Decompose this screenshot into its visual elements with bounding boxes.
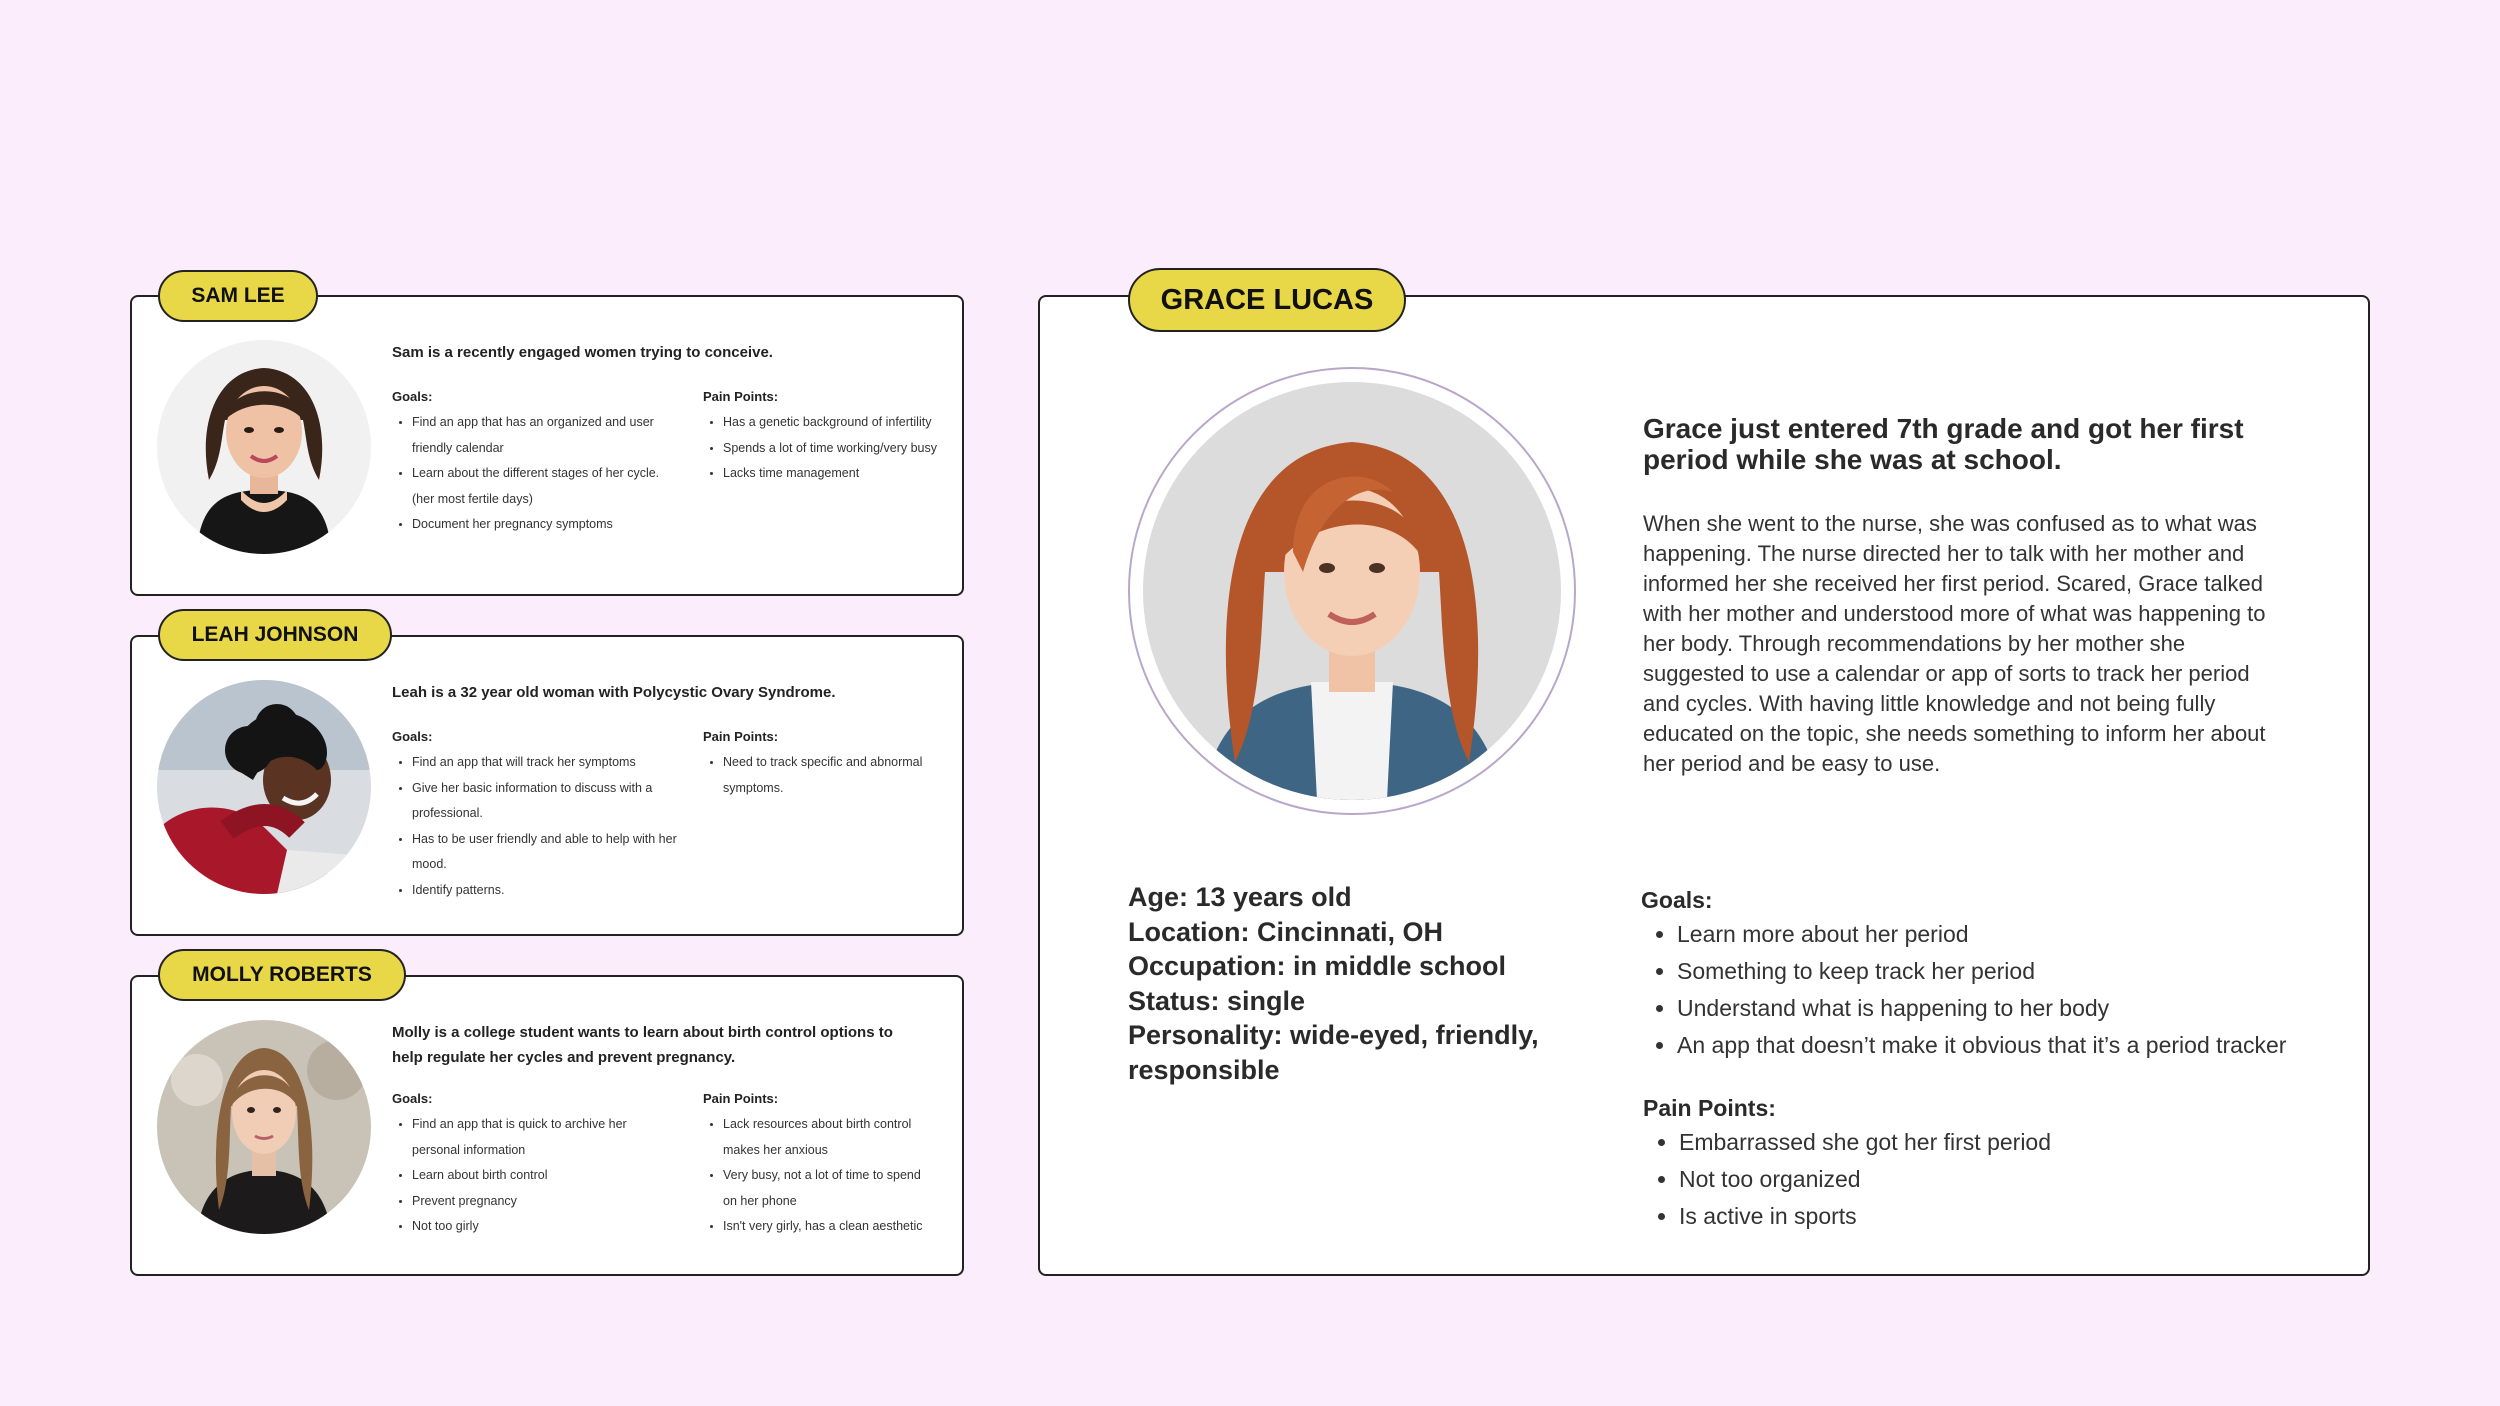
goal-item: • Give her basic information to discuss with a professional. — [412, 776, 682, 827]
goal-item: • Something to keep track her period — [1677, 953, 2377, 990]
persona-pain-points — [703, 729, 953, 801]
goal-item: • Find an app that has an organized and user friendly calendar — [412, 410, 682, 461]
pain-point-item: • Embarrassed she got her first period — [1679, 1124, 2379, 1161]
goal-item: • Has to be user friendly and able to help with her mood. — [412, 827, 682, 878]
main-goals-heading: Goals: — [1641, 887, 1713, 913]
persona-photo-sam — [157, 340, 371, 554]
pain-points-heading: Pain Points: — [703, 1091, 779, 1106]
pain-point-item: • Is active in sports — [1679, 1198, 2379, 1235]
fact-personality: Personality: wide-eyed, friendly, responsible — [1128, 1020, 1539, 1085]
persona-intro: Sam is a recently engaged women trying to conceive. — [392, 344, 773, 361]
pain-point-item: • Isn't very girly, has a clean aesthetic — [723, 1214, 933, 1240]
persona-intro: Leah is a 32 year old woman with Polycystic Ovary Syndrome. — [392, 684, 836, 701]
pain-points-heading: Pain Points: — [703, 389, 779, 404]
goal-item: • Understand what is happening to her body — [1677, 990, 2377, 1027]
goal-item: • Document her pregnancy symptoms — [412, 512, 682, 538]
pain-point-item: • Lack resources about birth control makes her anxious — [723, 1112, 933, 1163]
main-goals-list — [1643, 916, 2377, 1064]
pain-point-item: • Spends a lot of time working/very busy — [723, 436, 953, 462]
main-persona-photo — [1143, 382, 1561, 800]
pain-point-item: • Very busy, not a lot of time to spend on her phone — [723, 1163, 933, 1214]
goal-item: • Identify patterns. — [412, 878, 682, 904]
goal-item: • Not too girly — [412, 1214, 662, 1240]
goal-item: • Learn about the different stages of her cycle. (her most fertile days) — [412, 461, 682, 512]
goal-item: • An app that doesn’t make it obvious that it’s a period tracker — [1677, 1027, 2377, 1064]
persona-photo-leah — [157, 680, 371, 894]
main-story: When she went to the nurse, she was confused as to what was happening. The nurse directed her to talk with her mother and informed her she received her first period. Scared, Grace talked with her mother and understood more of what was happening to her body. Through recommendations by her mother she suggested to use a calendar or app of sorts to track her period and cycles. With having little knowledge and not being fully educated on the topic, she needs something to inform her about her period and be easy to use. — [1643, 511, 2266, 776]
main-facts — [1128, 880, 1568, 1087]
pain-points-heading: Pain Points: — [703, 729, 779, 744]
goal-item: • Find an app that is quick to archive her personal information — [412, 1112, 662, 1163]
persona-name-tag: SAM LEE — [158, 270, 318, 322]
goal-item: • Find an app that will track her symptoms — [412, 750, 682, 776]
persona-goals — [392, 389, 682, 538]
goals-heading: Goals: — [392, 729, 433, 744]
main-headline: Grace just entered 7th grade and got her first period while she was at school. — [1643, 413, 2244, 475]
persona-pain-points — [703, 1091, 933, 1240]
pain-point-item: • Has a genetic background of infertility — [723, 410, 953, 436]
pain-point-item: • Not too organized — [1679, 1161, 2379, 1198]
pain-point-item: • Lacks time management — [723, 461, 953, 487]
persona-intro: Molly is a college student wants to learn about birth control options to help regulate her cycles and prevent pregnancy. — [392, 1024, 893, 1066]
main-pain-points-list — [1645, 1124, 2379, 1235]
goal-item: • Learn about birth control — [412, 1163, 662, 1189]
persona-name-tag: LEAH JOHNSON — [158, 609, 392, 661]
goals-heading: Goals: — [392, 389, 433, 404]
goal-item: • Prevent pregnancy — [412, 1189, 662, 1215]
persona-pain-points — [703, 389, 953, 487]
pain-point-item: • Need to track specific and abnormal symptoms. — [723, 750, 953, 801]
fact-occupation: Occupation: in middle school — [1128, 951, 1507, 981]
persona-goals — [392, 1091, 662, 1240]
main-pain-points-heading: Pain Points: — [1643, 1095, 1776, 1121]
persona-goals — [392, 729, 682, 903]
goals-heading: Goals: — [392, 1091, 433, 1106]
goal-item: • Learn more about her period — [1677, 916, 2377, 953]
persona-photo-molly — [157, 1020, 371, 1234]
fact-location: Location: Cincinnati, OH — [1128, 916, 1443, 947]
fact-age: Age: 13 years old — [1128, 882, 1352, 912]
persona-name-tag: MOLLY ROBERTS — [158, 949, 406, 1001]
fact-status: Status: single — [1128, 985, 1306, 1016]
main-persona-name-tag: GRACE LUCAS — [1128, 268, 1406, 332]
